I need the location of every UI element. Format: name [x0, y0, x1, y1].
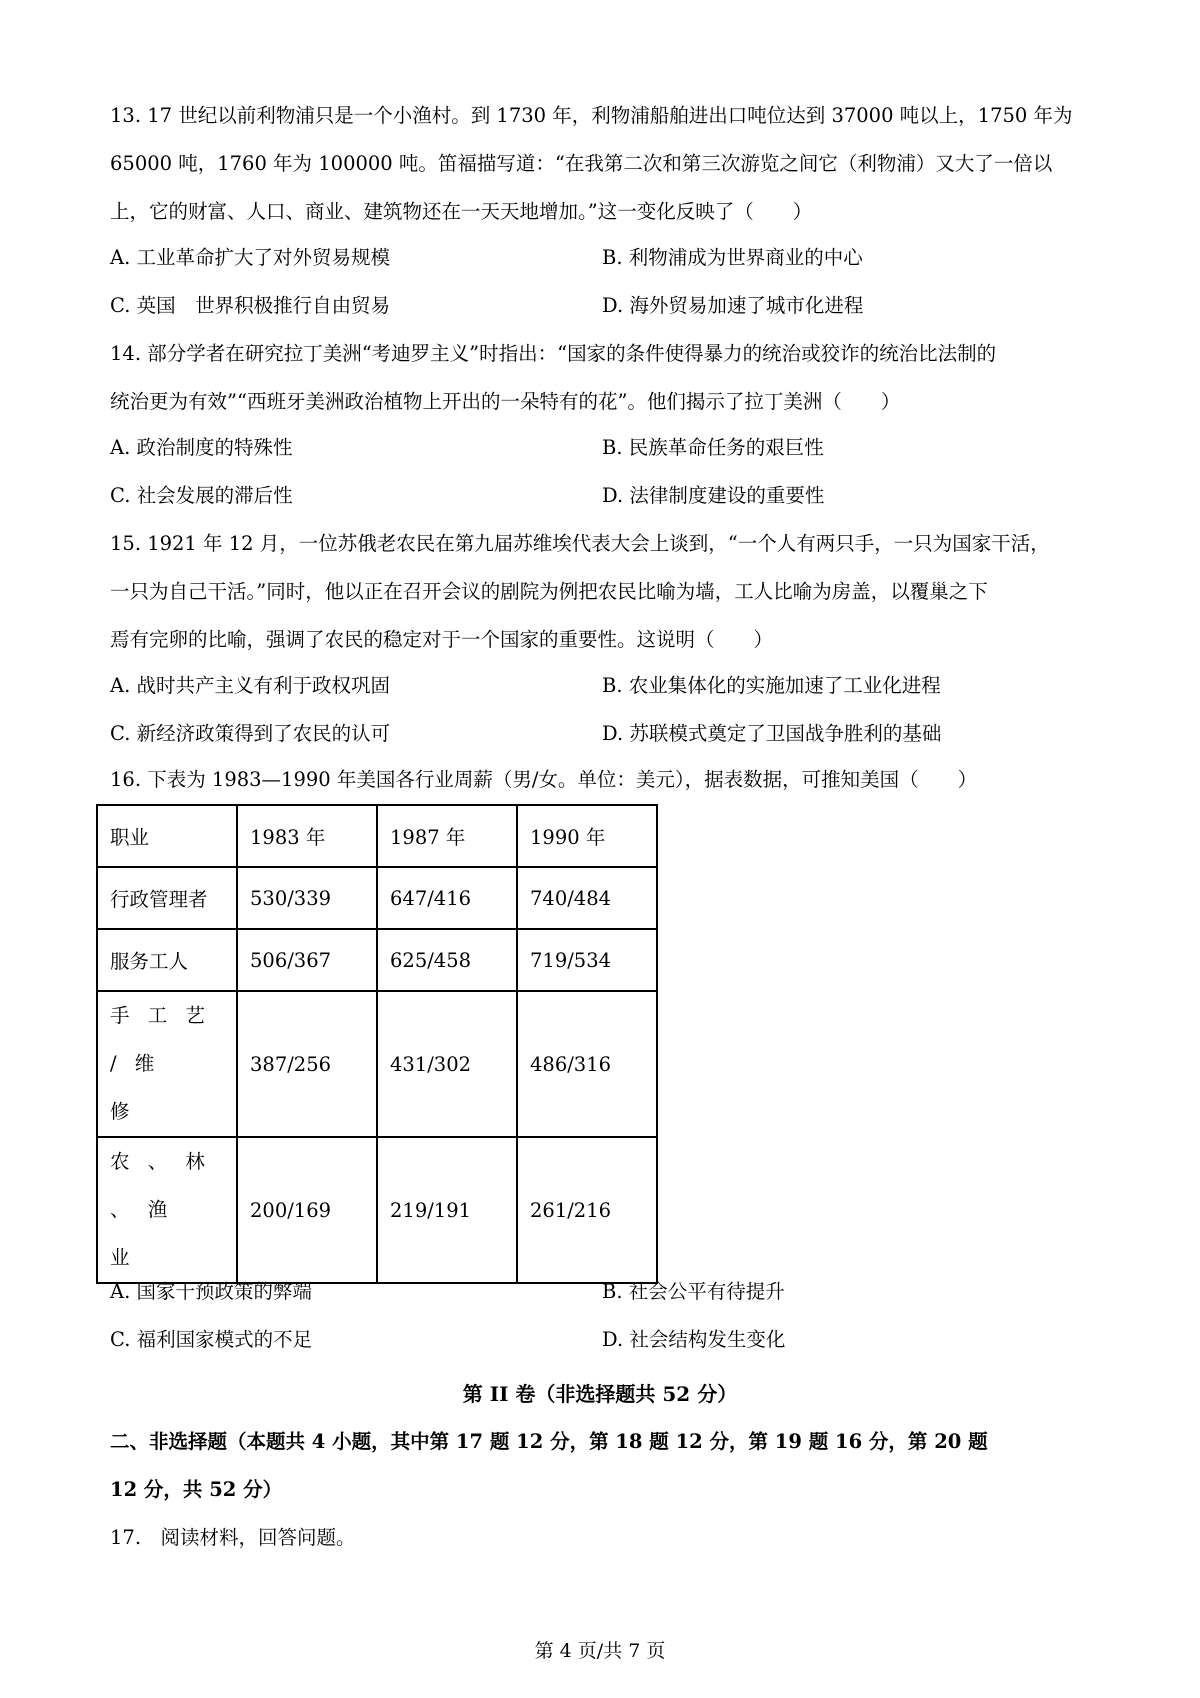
- q13-line-1: 13. 17 世纪以前利物浦只是一个小渔村。到 1730 年，利物浦船舶进出口吨位达到 37000 吨以上，1750 年为: [110, 104, 1073, 127]
- q13-option-c: C. 英国 世界积极推行自由贸易: [110, 294, 391, 317]
- table-cell: 219/191: [377, 1137, 517, 1283]
- q14-option-a: A. 政治制度的特殊性: [110, 436, 293, 459]
- q14-line-2: 统治更为有效”“西班牙美洲政治植物上开出的一朵特有的花”。他们揭示了拉丁美洲（ ）: [110, 390, 901, 413]
- table-row: [97, 867, 657, 929]
- q15-option-b: B. 农业集体化的实施加速了工业化进程: [602, 674, 941, 697]
- q16-option-d: D. 社会结构发生变化: [602, 1328, 786, 1351]
- table-header-cell: 职业: [97, 805, 237, 867]
- table-cell: 服务工人: [97, 929, 237, 991]
- q13-option-a: A. 工业革命扩大了对外贸易规模: [110, 246, 390, 269]
- question-15-stem: [110, 520, 1100, 664]
- q13-line-3: 上，它的财富、人口、商业、建筑物还在一天天地增加。”这一变化反映了（ ）: [110, 200, 813, 223]
- table-cell: 740/484: [517, 867, 657, 929]
- q16-option-c: C. 福利国家模式的不足: [110, 1328, 313, 1351]
- section-heading: [110, 1418, 1100, 1514]
- table-cell: 506/367: [237, 929, 377, 991]
- cell-line: 农 、 林 、 渔: [110, 1150, 211, 1221]
- q15-option-c: C. 新经济政策得到了农民的认可: [110, 722, 391, 745]
- section-title: 第 II 卷（非选择题共 52 分）: [462, 1382, 738, 1406]
- table-cell: 431/302: [377, 991, 517, 1137]
- question-17-stem: 17. 阅读材料，回答问题。: [110, 1526, 356, 1549]
- table-row: [97, 929, 657, 991]
- q15-line-3: 焉有完卵的比喻，强调了农民的稳定对于一个国家的重要性。这说明（ ）: [110, 628, 774, 651]
- q14-line-1: 14. 部分学者在研究拉丁美洲“考迪罗主义”时指出：“国家的条件使得暴力的统治或狡诈的统治比法制的: [110, 342, 997, 365]
- q13-line-2: 65000 吨，1760 年为 100000 吨。笛福描写道：“在我第二次和第三次游览之间它（利物浦）又大了一倍以: [110, 152, 1053, 175]
- table-cell: 261/216: [517, 1137, 657, 1283]
- table-cell: 647/416: [377, 867, 517, 929]
- cell-line: 手 工 艺 / 维: [110, 1004, 211, 1075]
- q14-option-b: B. 民族革命任务的艰巨性: [602, 436, 824, 459]
- table-header-cell: 1987 年: [377, 805, 517, 867]
- table-header-cell: 1983 年: [237, 805, 377, 867]
- table-cell: 行政管理者: [97, 867, 237, 929]
- q14-option-c: C. 社会发展的滞后性: [110, 484, 293, 507]
- section-heading-line-2: 12 分，共 52 分）: [110, 1478, 283, 1501]
- table-cell: 200/169: [237, 1137, 377, 1283]
- q16-option-a: A. 国家干预政策的弊端: [110, 1280, 312, 1303]
- q15-option-a: A. 战时共产主义有利于政权巩固: [110, 674, 390, 697]
- question-13-stem: [110, 92, 1100, 236]
- table-cell: 625/458: [377, 929, 517, 991]
- q13-option-b: B. 利物浦成为世界商业的中心: [602, 246, 863, 269]
- table-cell: [97, 1137, 237, 1283]
- table-cell: 719/534: [517, 929, 657, 991]
- page-number: 第 4 页/共 7 页: [534, 1640, 666, 1662]
- table-row: [97, 1137, 657, 1283]
- table-row: [97, 991, 657, 1137]
- q15-option-d: D. 苏联模式奠定了卫国战争胜利的基础: [602, 722, 942, 745]
- cell-line: 修: [110, 1100, 136, 1123]
- q16-option-b: B. 社会公平有待提升: [602, 1280, 785, 1303]
- table-cell: 387/256: [237, 991, 377, 1137]
- q15-line-1: 15. 1921 年 12 月，一位苏俄老农民在第九届苏维埃代表大会上谈到，“一个人有两只手，一只为国家干活，: [110, 532, 1050, 555]
- table-cell: 486/316: [517, 991, 657, 1137]
- q14-option-d: D. 法律制度建设的重要性: [602, 484, 825, 507]
- question-14-stem: [110, 330, 1100, 426]
- question-16-stem: 16. 下表为 1983—1990 年美国各行业周薪（男/女。单位：美元），据表数据，可推知美国（ ）: [110, 768, 978, 791]
- section-heading-line-1: 二、非选择题（本题共 4 小题，其中第 17 题 12 分，第 18 题 12 分，第 19 题 16 分，第 20 题: [110, 1430, 988, 1453]
- table-cell: [97, 991, 237, 1137]
- cell-line: 业: [110, 1246, 136, 1269]
- table-cell: 530/339: [237, 867, 377, 929]
- table-header-cell: 1990 年: [517, 805, 657, 867]
- wage-table: [96, 804, 658, 1284]
- table-header-row: [97, 805, 657, 867]
- q13-option-d: D. 海外贸易加速了城市化进程: [602, 294, 864, 317]
- q15-line-2: 一只为自己干活。”同时，他以正在召开会议的剧院为例把农民比喻为墙，工人比喻为房盖，以覆巢之下: [110, 580, 988, 603]
